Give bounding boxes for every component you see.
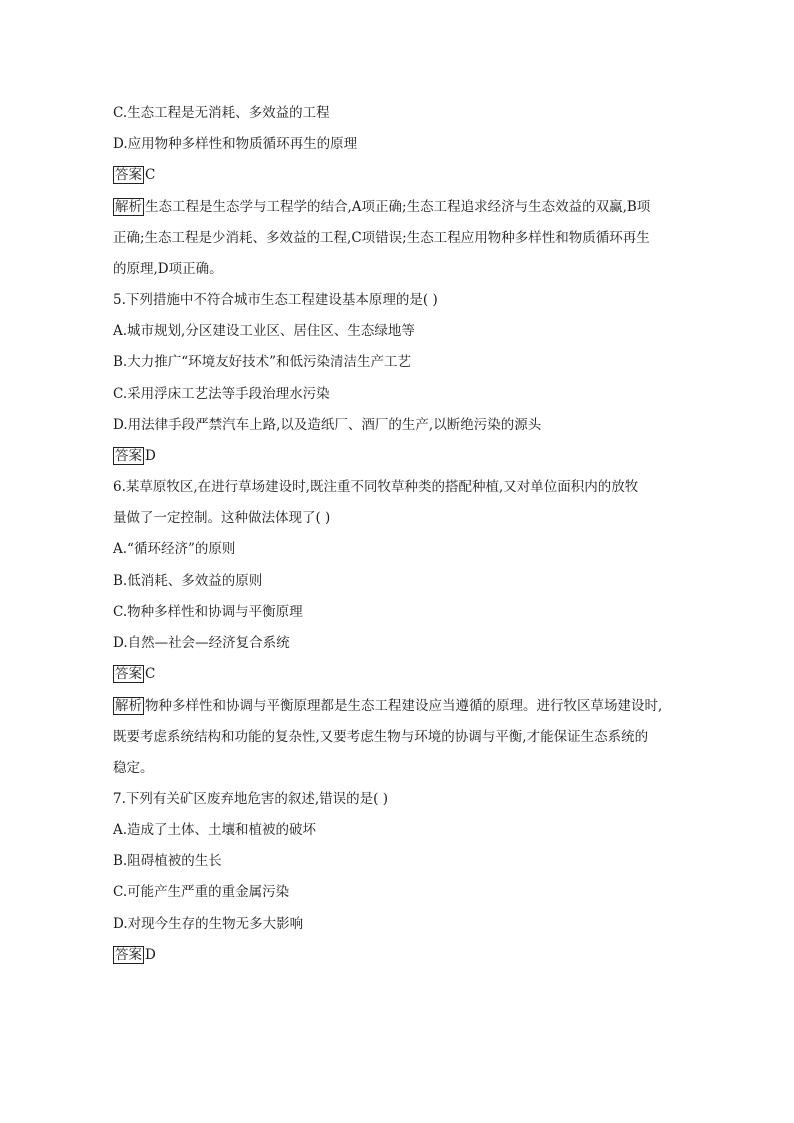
- q6-analysis-line-1: [113, 697, 684, 715]
- q6-question-line-1: 6.某草原牧区,在进行草场建设时,既注重不同牧草种类的搭配种植,又对单位面积内的放牧: [113, 479, 639, 495]
- q7-option-a: A.造成了土体、土壤和植被的破坏: [113, 822, 317, 838]
- q5-option-c: C.采用浮床工艺法等手段治理水污染: [113, 386, 330, 402]
- q6-option-c: C.物种多样性和协调与平衡原理: [113, 604, 303, 620]
- q4-analysis-line-1: [113, 198, 684, 216]
- answer-value: D: [145, 947, 156, 963]
- q6-analysis-line-3: 稳定。: [113, 760, 154, 776]
- q7-question: 7.下列有关矿区废弃地危害的叙述,错误的是( ): [113, 791, 388, 807]
- analysis-label: 解析: [115, 698, 142, 714]
- answer-value: C: [145, 666, 156, 682]
- answer-label: 答案: [115, 947, 142, 963]
- q5-answer: [113, 447, 684, 465]
- q4-option-c: C.生态工程是无消耗、多效益的工程: [113, 105, 330, 121]
- answer-value: D: [145, 448, 156, 464]
- q7-answer: [113, 946, 684, 964]
- q7-option-b: B.阻碍植被的生长: [113, 853, 222, 869]
- q7-option-d: D.对现今生存的生物无多大影响: [113, 916, 304, 932]
- q5-option-d: D.用法律手段严禁汽车上路,以及造纸厂、酒厂的生产,以断绝污染的源头: [113, 417, 542, 433]
- analysis-label: 解析: [115, 199, 142, 215]
- q6-question-line-2: 量做了一定控制。这种做法体现了( ): [113, 510, 331, 526]
- answer-label: 答案: [115, 167, 142, 183]
- q6-analysis-line-2: 既要考虑系统结构和功能的复杂性,又要考虑生物与环境的协调与平衡,才能保证生态系统的: [113, 729, 649, 745]
- q6-option-d: D.自然—社会—经济复合系统: [113, 635, 290, 651]
- q5-option-a: A.城市规划,分区建设工业区、居住区、生态绿地等: [113, 323, 415, 339]
- q4-analysis-line-3: 的原理,D项正确。: [113, 261, 223, 277]
- analysis-text: 物种多样性和协调与平衡原理都是生态工程建设应当遵循的原理。进行牧区草场建设时,: [145, 698, 663, 714]
- q4-option-d: D.应用物种多样性和物质循环再生的原理: [113, 136, 358, 152]
- answer-label: 答案: [115, 666, 142, 682]
- q5-question: 5.下列措施中不符合城市生态工程建设基本原理的是( ): [113, 292, 438, 308]
- q6-answer: [113, 665, 684, 683]
- q6-option-a: A.“循环经济”的原则: [113, 541, 236, 557]
- q4-analysis-line-2: 正确;生态工程是少消耗、多效益的工程,C项错误;生态工程应用物种多样性和物质循环再生: [113, 230, 650, 246]
- q6-option-b: B.低消耗、多效益的原则: [113, 573, 263, 589]
- answer-label: 答案: [115, 448, 142, 464]
- answer-value: C: [145, 167, 156, 183]
- analysis-text: 生态工程是生态学与工程学的结合,A项正确;生态工程追求经济与生态效益的双赢,B项: [145, 199, 651, 215]
- q7-option-c: C.可能产生严重的重金属污染: [113, 884, 290, 900]
- q4-answer: [113, 166, 684, 184]
- q5-option-b: B.大力推广“环境友好技术”和低污染清洁生产工艺: [113, 354, 412, 370]
